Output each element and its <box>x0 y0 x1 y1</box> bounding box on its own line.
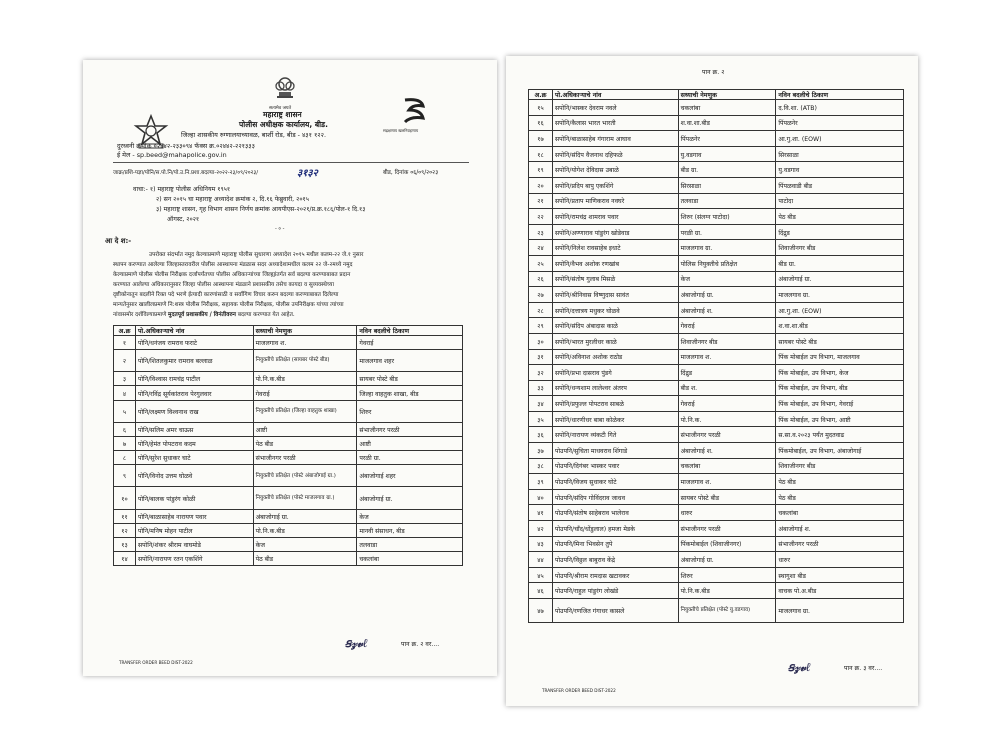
signature: ꞩ𝓏𝓋ℓ <box>345 636 368 650</box>
cell-officer-name: सपोनि/प्रफुल्ल पोपटराव साबळे <box>552 396 678 412</box>
cell-sr: १२ <box>114 523 136 537</box>
cell-officer-name: पोनि/रविंद्र सूर्यकांतराव पेरगुलवार <box>135 386 253 400</box>
cell-new-posting: स.सा.व.२०२३ पर्यंत मुदतवाढ <box>776 427 904 443</box>
cell-current-posting: बीड श. <box>678 380 776 396</box>
cell-current-posting: शिरुर (संलग्न पाटोदा) <box>678 209 776 225</box>
cell-new-posting: पिंक मोबाईल, उप विभाग, आष्टी <box>776 411 904 427</box>
cell-current-posting: यु.वडगाव <box>678 146 776 162</box>
cell-current-posting: परळी ग्रा. <box>678 224 776 240</box>
body-line-2: स्थापन करण्यात आलेल्या जिल्हास्तरावरील पोलीस आस्थापना मंडळास सदर अध्यादेशामधील कलम २२ जे-२मध्ये नमुद <box>113 262 353 268</box>
cell-officer-name: पोनि/लक्ष्मण विश्वनाथ राख <box>135 400 253 422</box>
cell-sr: २५ <box>529 255 553 271</box>
cell-new-posting: सायबर पोस्टे बीड <box>776 333 904 349</box>
cell-officer-name: पोनि/मनिष मोहन पाटील <box>135 523 253 537</box>
cell-officer-name: पोउपनि/सुचिता माधवराव शिंगाडे <box>552 443 678 459</box>
cell-current-posting: पो.नि.क.बीड <box>253 523 357 537</box>
table-row <box>114 422 463 436</box>
cell-sr: ३३ <box>529 380 553 396</box>
table-row <box>529 318 904 334</box>
cell-new-posting: पेठ बीड <box>776 474 904 490</box>
cell-current-posting: पेठ बीड <box>253 552 357 566</box>
office-address: जिल्हा शासकीय रुग्णालयाच्यावळ, बार्शी रोड, बीड - ४३१ १२२. <box>181 131 326 139</box>
table-row <box>529 131 904 147</box>
cell-sr: २० <box>529 177 553 193</box>
cell-officer-name: पोनि/बालक पांडुरंग कोळी <box>135 487 253 509</box>
table-row <box>114 451 463 465</box>
cell-officer-name: सपोनि/कैलास भारत भारती <box>552 115 678 131</box>
cell-officer-name: सपोनि/संदिप अंबादास काळे <box>552 318 678 334</box>
cell-new-posting: सायबर पोस्टे बीड <box>357 372 463 386</box>
cell-officer-name: सपोनि/भास्कर देवराम नवले <box>552 100 678 116</box>
cell-current-posting: संभाजीनगर परळी <box>678 427 776 443</box>
cell-officer-name: सपोनि/वैभव अशोक रणखांब <box>552 255 678 271</box>
cell-officer-name: पोउपनि/दिगंबर भास्कर पवार <box>552 458 678 474</box>
cell-new-posting: केज <box>357 509 463 523</box>
cell-current-posting: पिंकमोबाईल (शिवाजीनगर) <box>678 536 776 552</box>
table-row <box>114 465 463 487</box>
table-row <box>114 350 463 372</box>
table-row <box>114 372 463 386</box>
table-header-row <box>114 326 463 336</box>
cell-new-posting: वाचक पो.अ.बीड <box>776 583 904 599</box>
body-line-4: करण्यात आलेल्या अधिकारानुसार जिल्हा पोलीस आस्थापना मंडळाने प्रशासकीय तसेच कायदा व सुव्यवस्थेच्या <box>113 282 334 288</box>
header-officer-name: पो.अधिकाऱ्याचे नांव <box>552 90 678 100</box>
table-row <box>529 380 904 396</box>
cell-officer-name: सपोनि/भारत मुरलीधर काळे <box>552 333 678 349</box>
cell-new-posting: पिंक मोबाईल, उप विभाग, गेवराई <box>776 396 904 412</box>
cell-new-posting: आष्टी <box>357 436 463 450</box>
table-row <box>529 209 904 225</box>
table-header-row <box>529 90 904 100</box>
document-page-1 <box>83 60 497 676</box>
cell-current-posting: नियुक्तीचे प्रतिक्षेत (पोस्टे माजलगाव ग्रा.) <box>253 487 357 509</box>
cell-new-posting: माजलगाव ग्रा. <box>776 287 904 303</box>
cell-officer-name: सपोनि/योगेश देविदास उबाळे <box>552 162 678 178</box>
cell-sr: ३८ <box>529 458 553 474</box>
office-email: ई मेल - sp.beed@mahapolice.gov.in <box>117 151 227 159</box>
table-row <box>529 240 904 256</box>
table-row <box>529 427 904 443</box>
cell-new-posting: श.वा.शा.बीड <box>776 318 904 334</box>
cell-current-posting: माजलगाव ग्रा. <box>678 240 776 256</box>
cell-sr: ७ <box>114 436 136 450</box>
cell-new-posting: अंबाजोगाई ग्रा. <box>776 271 904 287</box>
table-row <box>529 100 904 116</box>
cell-current-posting: माजलगाव श. <box>253 336 357 350</box>
cell-current-posting: शिवाजीनगर बीड <box>678 333 776 349</box>
cell-sr: ३१ <box>529 349 553 365</box>
cell-officer-name: सपोनि/संदिप वैजनाथ दहिफळे <box>552 146 678 162</box>
table-row <box>529 411 904 427</box>
cell-current-posting: नियुक्तीचे प्रतिक्षेत (जिल्हा वाहतुक शाखा) <box>253 400 357 422</box>
table-row <box>529 521 904 537</box>
cell-new-posting: पिंपळवाडी बीड <box>776 177 904 193</box>
reference-1: वाचा:- १) महाराष्ट्र पोलीस अधिनियम १९५१ <box>133 186 231 193</box>
emblem-caption: सत्यमेव जयते <box>269 106 292 111</box>
table-row <box>529 224 904 240</box>
cell-officer-name: सपोनि/रामचंद्र शामराव पवार <box>552 209 678 225</box>
cell-sr: ३० <box>529 333 553 349</box>
header-current-posting: सध्याची नेमणुक <box>253 326 357 336</box>
transfer-table-page-2 <box>528 89 904 623</box>
cell-new-posting: आ.गु.शा. (EOW) <box>776 302 904 318</box>
cell-officer-name: पोनि/बाळासाहेब नारायण पवार <box>135 509 253 523</box>
cell-current-posting: केज <box>253 537 357 551</box>
cell-officer-name: पोनि/हेमंत पोपटराव कदम <box>135 436 253 450</box>
table-row <box>529 146 904 162</box>
cell-current-posting: चकलांबा <box>678 458 776 474</box>
cell-new-posting: शिवाजीनगर बीड <box>776 458 904 474</box>
cell-new-posting: पेठ बीड <box>776 209 904 225</box>
cell-officer-name: पोउपनि/संदिप गोविंदराव जाधव <box>552 489 678 505</box>
cell-officer-name: पोउपनि/मिना भिवसेन तुपे <box>552 536 678 552</box>
cell-current-posting: आष्टी <box>253 422 357 436</box>
cell-sr: १० <box>114 487 136 509</box>
cell-new-posting: अंबाजोगाई ग्रा. <box>357 487 463 509</box>
cell-officer-name: सपोनि/अण्णाराव पांडुरंग खोडेवाड <box>552 224 678 240</box>
table-row <box>529 599 904 623</box>
cell-current-posting: माजलगाव श. <box>678 349 776 365</box>
cell-officer-name: सपोनि/दत्तात्रय मधुकर घोळवे <box>552 302 678 318</box>
transfer-table-page-1 <box>113 325 463 566</box>
cell-sr: २४ <box>529 240 553 256</box>
cell-current-posting: पो.नि.क.बीड <box>253 372 357 386</box>
cell-officer-name: सपोनि/धन्यशाम लालेश्वर अंतरप <box>552 380 678 396</box>
footer-text: TRANSFER ORDER BEED DIST-2022 <box>119 660 193 665</box>
cell-current-posting: गेवराई <box>678 396 776 412</box>
cell-officer-name: पोउपनि/चाँद/धोंडुलाल) हमजा मेडके <box>552 521 678 537</box>
cell-officer-name: पोनि/विनोद उत्तम घोळवे <box>135 465 253 487</box>
cell-current-posting: पो.नि.क.बीड <box>678 583 776 599</box>
cell-new-posting: शिरुर <box>357 400 463 422</box>
cell-sr: ४१ <box>529 505 553 521</box>
cell-sr: ४० <box>529 489 553 505</box>
state-emblem-icon <box>271 74 299 104</box>
table-row <box>529 271 904 287</box>
reference-3-cont: ऑगस्ट, २०२१ <box>167 216 200 223</box>
cell-current-posting: अंबाजोगाई श. <box>678 302 776 318</box>
cell-new-posting: मानवी संसाधन, बीड <box>357 523 463 537</box>
cell-current-posting: पिंपळनेर <box>678 131 776 147</box>
cell-sr: ४२ <box>529 521 553 537</box>
table-row <box>114 487 463 509</box>
cell-new-posting: माजलगाव शहर <box>357 350 463 372</box>
cell-officer-name: सपोनि/संतोष गुलाब मिसळे <box>552 271 678 287</box>
cell-sr: ६ <box>114 422 136 436</box>
table-row <box>114 400 463 422</box>
cell-current-posting: सायबर पोस्टे बीड <box>678 489 776 505</box>
cell-new-posting: धारुर <box>776 552 904 568</box>
cell-sr: २३ <box>529 224 553 240</box>
cell-officer-name: सपोनि/धारणीधर बाबा कोळेकर <box>552 411 678 427</box>
cell-current-posting: गेवराई <box>678 318 776 334</box>
page-number-label: पान क्र. २ <box>702 69 725 76</box>
header-sr: अ.क्र <box>114 326 136 336</box>
cell-new-posting: दिंद्रुड <box>776 224 904 240</box>
reference-number: जाक्र/प्रशि-पज्ञा/पोनि/स.पो.नि/पो.उ.नि.प्रशा.बदल्या-२०२२-२३/०९/२०२३/ <box>113 170 259 176</box>
cell-new-posting: पिंकमोबाईल, उप विभाग, अंबाजोगाई <box>776 443 904 459</box>
org-name: महाराष्ट्र शासन <box>263 110 302 119</box>
office-phone: दुरध्वनी क्रमांक ०२४४२-२३३०९४ फॅक्स क्र.०२४४२-२२१३३३ <box>117 142 255 150</box>
cell-new-posting: परळी ग्रा. <box>357 451 463 465</box>
cell-sr: ३ <box>114 372 136 386</box>
table-row <box>114 509 463 523</box>
cell-current-posting: अंबाजोगाई ग्रा. <box>253 509 357 523</box>
cell-officer-name: सपोनि/निलेश रावसाहेब इधाटे <box>552 240 678 256</box>
cell-current-posting: तलवाडा <box>678 193 776 209</box>
cell-sr: ४४ <box>529 552 553 568</box>
cell-current-posting: दिंद्रुड <box>678 365 776 381</box>
cell-current-posting: धारुर <box>678 505 776 521</box>
table-row <box>529 115 904 131</box>
header-divider <box>113 162 469 163</box>
cell-sr: १७ <box>529 131 553 147</box>
cell-sr: ५ <box>114 400 136 422</box>
cell-new-posting: अंबाजोगाई श. <box>776 521 904 537</box>
header-sr: अ.क्र <box>529 90 553 100</box>
cell-officer-name: पोउपनि/विजय सुधाकर घोटे <box>552 474 678 490</box>
cell-current-posting: सिरसाळा <box>678 177 776 193</box>
separator-dash: - ० - <box>275 226 285 232</box>
table-row <box>529 396 904 412</box>
cell-officer-name: पोनि/सलिम अमर चाऊस <box>135 422 253 436</box>
cell-new-posting: गेवराई <box>357 336 463 350</box>
cell-sr: १ <box>114 336 136 350</box>
cell-sr: ३२ <box>529 365 553 381</box>
reference-2: २) सन २०१५ चा महाराष्ट्र अध्यादेश क्रमांक २, दि.१६ फेब्रुवारी, २०१५ <box>156 196 309 203</box>
cell-current-posting: बीड ग्रा. <box>678 162 776 178</box>
cell-officer-name: पोउपनि/राहुल पांडुरंग लोखंडे <box>552 583 678 599</box>
cell-sr: ११ <box>114 509 136 523</box>
cell-officer-name: पोनि/विश्वास रामचंद्र पाटील <box>135 372 253 386</box>
cell-new-posting: पिंपळनेर <box>776 115 904 131</box>
cell-new-posting: पिंक मोबाईल उप विभाग, माजलगाव <box>776 349 904 365</box>
cell-sr: ४ <box>114 386 136 400</box>
handwritten-ref: ३१३२ <box>297 168 318 179</box>
department-logo-icon <box>399 96 429 124</box>
cell-sr: २ <box>114 350 136 372</box>
table-row <box>529 333 904 349</box>
cell-new-posting: यु.वडगाव <box>776 162 904 178</box>
cell-sr: १३ <box>114 537 136 551</box>
cell-current-posting: अंबाजोगाई ग्रा. <box>678 287 776 303</box>
cell-sr: ३९ <box>529 474 553 490</box>
body-bold-phrase: मुदतपूर्व प्रशासकीय / विनंतीवरुन <box>168 312 236 318</box>
cell-sr: २९ <box>529 318 553 334</box>
cell-sr: २१ <box>529 193 553 209</box>
table-row <box>114 523 463 537</box>
cell-officer-name: पोउपनि/श्रीराम रामदास खटावकर <box>552 567 678 583</box>
document-page-2 <box>506 56 918 706</box>
table-row <box>529 302 904 318</box>
cell-sr: १८ <box>529 146 553 162</box>
cell-sr: ४७ <box>529 599 553 623</box>
cell-new-posting: पेठ बीड <box>776 489 904 505</box>
cell-officer-name: सपोनि/प्रताप माणिकराव नवघरे <box>552 193 678 209</box>
table-row <box>529 287 904 303</box>
cell-current-posting: श.वा.शा.बीड <box>678 115 776 131</box>
reference-date: बीड, दिनांक ०६/०९/२०२३ <box>383 170 439 176</box>
cell-sr: ३४ <box>529 396 553 412</box>
table-row <box>529 567 904 583</box>
cell-officer-name: सपोनि/अविनाश अशोक राठोड <box>552 349 678 365</box>
table-row <box>114 336 463 350</box>
table-row <box>529 255 904 271</box>
cell-sr: २६ <box>529 271 553 287</box>
cell-new-posting: माजलगाव ग्रा. <box>776 599 904 623</box>
cell-new-posting: अंबाजोगाई शहर <box>357 465 463 487</box>
header-new-posting: नविन बदलीचे ठिकाण <box>357 326 463 336</box>
cell-sr: ९ <box>114 465 136 487</box>
table-row <box>529 349 904 365</box>
cell-current-posting: नियुक्तीचे प्रतिक्षेत (पोस्टे यु.वडगाव) <box>678 599 776 623</box>
header-current-posting: सध्याची नेमणुक <box>678 90 776 100</box>
cell-sr: २२ <box>529 209 553 225</box>
body-line-7: नांवासमोर दर्शविल्याप्रमाणे मुदतपूर्व प्रशासकीय / विनंतीवरुन बदल्या करण्यात येत आहेत. <box>113 312 295 318</box>
cell-new-posting: संभाजीनगर परळी <box>776 536 904 552</box>
cell-new-posting: सिरसाळा <box>776 146 904 162</box>
body-line-6: मान्यतेनुसार खालीलप्रमाणे नि:शस्त्र पोलीस निरीक्षक, सहायक पोलीस निरीक्षक, पोलीस उपनिरीक्षक यांच्या त्यांच्या <box>113 302 344 308</box>
cell-current-posting: अंबाजोगाई ग्रा. <box>678 552 776 568</box>
table-row <box>529 443 904 459</box>
cell-sr: ४३ <box>529 536 553 552</box>
cell-officer-name: पोउपनि/संतोष साहेबराव भालेराव <box>552 505 678 521</box>
body-line-3: केल्याप्रमाणे पोलीस पोलीस निरीक्षक दर्जापर्यंतच्या पोलीस अधिकाऱ्यांच्या जिल्ह्यांतर्गत सर्व बदल्या करण्याबाबत प्रदान <box>113 272 351 278</box>
cell-current-posting: माजलगाव श. <box>678 474 776 490</box>
body-line-1: उपरोक्त संदर्भात नमुद केल्याप्रमाणे महाराष्ट्र पोलीस सुधारणा अध्यादेश २०१५ मधील कलम-२२ जे.१ नुसार <box>149 252 364 258</box>
cell-new-posting: तलवाडा <box>357 537 463 551</box>
footer-text: TRANSFER ORDER BEED DIST-2022 <box>542 688 616 693</box>
table-row <box>529 489 904 505</box>
cell-sr: १५ <box>529 100 553 116</box>
cell-new-posting: बीड ग्रा. <box>776 255 904 271</box>
cell-current-posting: नियुक्तीचे प्रतिक्षेत (सायबर पोस्टे बीड) <box>253 350 357 372</box>
order-heading: आ दे श:- <box>105 237 132 245</box>
table-row <box>114 552 463 566</box>
table-row <box>529 505 904 521</box>
cell-officer-name: सपोनि/नारायण व्यंकटी गिते <box>552 427 678 443</box>
header-new-posting: नविन बदलीचे ठिकाण <box>776 90 904 100</box>
cell-sr: ८ <box>114 451 136 465</box>
cell-sr: ३७ <box>529 443 553 459</box>
cell-officer-name: पोनि/सुरेश सुधाकर चाटे <box>135 451 253 465</box>
logo-caption: सद्रक्षणाय खलनिग्रहणाय <box>383 128 419 133</box>
table-row <box>114 386 463 400</box>
cell-sr: १४ <box>114 552 136 566</box>
cell-new-posting: पाटोदा <box>776 193 904 209</box>
table-row <box>529 583 904 599</box>
cell-current-posting: केज <box>678 271 776 287</box>
table-row <box>529 177 904 193</box>
cell-new-posting: पिंक मोबाईल, उप विभाग, बीड <box>776 380 904 396</box>
cell-new-posting: शिवाजीनगर बीड <box>776 240 904 256</box>
cell-current-posting: पो.नि.क. <box>678 411 776 427</box>
cell-sr: ४६ <box>529 583 553 599</box>
reference-3: ३) महाराष्ट्र शासन, गृह विभाग शासन निर्णय क्रमांक आयपीएस-२०२१/प्र.क्र.१८६/पोल-१ दि.१३ <box>156 206 366 213</box>
cell-officer-name: सपोनि/बाळासाहेब गंगाराम आघाव <box>552 131 678 147</box>
cell-officer-name: सपोनि/प्रदिप बापु एकशिंगे <box>552 177 678 193</box>
cell-new-posting: स्थागुशा बीड <box>776 567 904 583</box>
cell-new-posting: पिंक मोबाईल, उप विभाग, केज <box>776 365 904 381</box>
cell-current-posting: शिरुर <box>678 567 776 583</box>
table-row <box>529 365 904 381</box>
cell-sr: २७ <box>529 287 553 303</box>
cell-sr: ३५ <box>529 411 553 427</box>
cell-new-posting: आ.गु.शा. (EOW) <box>776 131 904 147</box>
table-row <box>529 536 904 552</box>
cell-sr: १६ <box>529 115 553 131</box>
cell-current-posting: संभाजीनगर परळी <box>678 521 776 537</box>
cell-sr: ३६ <box>529 427 553 443</box>
table-row <box>529 552 904 568</box>
cell-sr: ४५ <box>529 567 553 583</box>
table-row <box>529 193 904 209</box>
cell-current-posting: पोलिस नियुक्तीचे प्रतिक्षेत <box>678 255 776 271</box>
signature: ꞩ𝓏𝓋ℓ <box>788 660 811 674</box>
cell-current-posting: संभाजीनगर परळी <box>253 451 357 465</box>
next-page-note: पान क्र. २ वर.... <box>401 641 440 648</box>
cell-sr: १९ <box>529 162 553 178</box>
cell-officer-name: सपोनि/श्रीनिवास विष्णुदास सावंत <box>552 287 678 303</box>
table-row <box>529 162 904 178</box>
cell-officer-name: पोनि/शितलकुमार रामराव बल्लाळ <box>135 350 253 372</box>
cell-current-posting: चकलांबा <box>678 100 776 116</box>
cell-current-posting: नियुक्तीचे प्रतिक्षेत (पोस्टे अंबाजोगाई ग्रा.) <box>253 465 357 487</box>
table-row <box>114 537 463 551</box>
cell-new-posting: संभाजीनगर परळी <box>357 422 463 436</box>
office-name: पोलीस अधीक्षक कार्यालय, बीड. <box>239 120 328 129</box>
table-row <box>114 436 463 450</box>
cell-current-posting: अंबाजोगाई श. <box>678 443 776 459</box>
cell-officer-name: सपोनि/नारायण रतन एकशिंगे <box>135 552 253 566</box>
cell-new-posting: चकलांबा <box>776 505 904 521</box>
cell-new-posting: द.वि.शा. (ATB) <box>776 100 904 116</box>
header-officer-name: पो.अधिकाऱ्याचे नांव <box>135 326 253 336</box>
table-row <box>529 474 904 490</box>
cell-sr: २८ <box>529 302 553 318</box>
table-row <box>529 458 904 474</box>
next-page-note: पान क्र. ३ वर.... <box>844 665 883 672</box>
cell-new-posting: चकलांबा <box>357 552 463 566</box>
cell-current-posting: पेठ बीड <box>253 436 357 450</box>
cell-officer-name: सपोनि/प्रभा दासराव पुंडगे <box>552 365 678 381</box>
cell-officer-name: पोनि/धनंजय रामराव फराटे <box>135 336 253 350</box>
cell-officer-name: पोउपनि/रणजित गंगाधर कासले <box>552 599 678 623</box>
cell-officer-name: सपोनि/शंकर श्रीराम वाघमोडे <box>135 537 253 551</box>
cell-officer-name: पोउपनि/विठ्ठल बाबुराव केंद्रे <box>552 552 678 568</box>
cell-new-posting: जिल्हा वाहतुक शाखा, बीड <box>357 386 463 400</box>
cell-current-posting: गेवराई <box>253 386 357 400</box>
body-line-5: दृष्टीकोनातुन बदलीने रिक्त पदे भरणे ईत्यादी कारणांसाठी व सर्वांगिण विचार करुन बदल्या करण्याबाबत दिलेल्या <box>113 292 339 298</box>
